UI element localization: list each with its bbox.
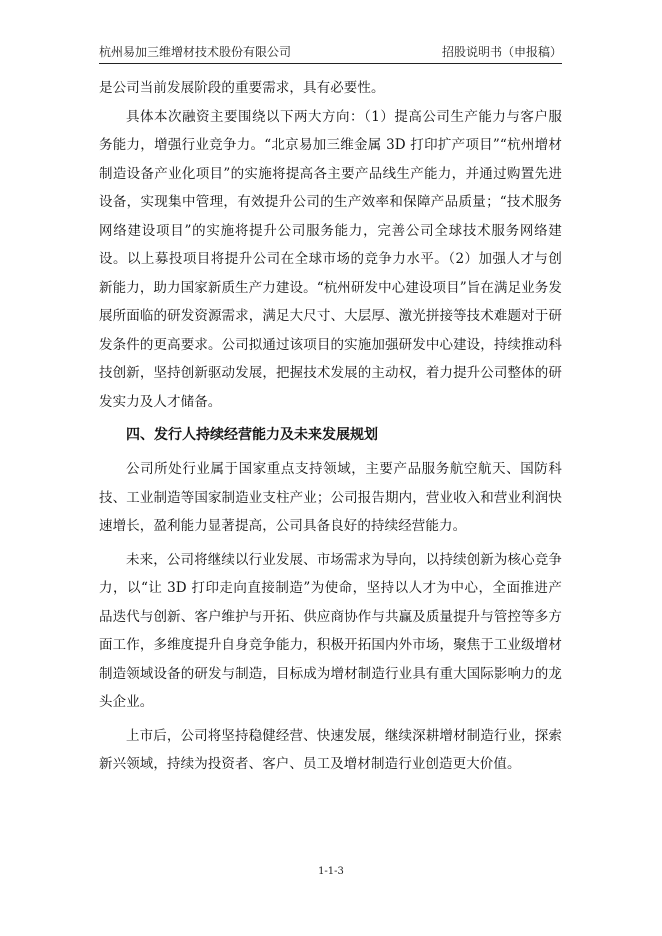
company-name: 杭州易加三维增材技术股份有限公司	[99, 45, 292, 59]
page-number: 1-1-3	[318, 866, 344, 877]
document-type: 招股说明书（申报稿）	[441, 45, 562, 59]
paragraph-continuation: 是公司当前发展阶段的重要需求，具有必要性。	[99, 80, 385, 96]
paragraph-post-listing: 上市后，公司将坚持稳健经营、快速发展，继续深耕增材制造行业，探索新兴领域，持续为投资者、客户、员工及增材制造行业创造更大价值。	[99, 727, 562, 772]
page-header	[99, 41, 562, 63]
paragraph-future-plan: 未来，公司将继续以行业发展、市场需求为导向，以持续创新为核心竞争力，以“让 3D 打印走向直接制造”为使命，坚持以人才为中心，全面推进产品迭代与创新、客户维护与开拓、供应商协作与共赢及质量提升与管控等多方面工作，多维度提升自身竞争能力，积极开拓国内外市场，聚焦于工业级增材制造领域设备的研发与制造，目标成为增材制造行业具有重大国际影响力的龙头企业。	[99, 551, 562, 710]
paragraph-sustainability: 公司所处行业属于国家重点支持领域，主要产品服务航空航天、国防科技、工业制造等国家制造业支柱产业；公司报告期内，营业收入和营业利润快速增长，盈利能力显著提高，公司具备良好的持续经营能力。	[99, 461, 562, 534]
document-body	[99, 74, 562, 779]
header-divider	[99, 63, 562, 64]
section-heading: 四、发行人持续经营能力及未来发展规划	[126, 427, 378, 443]
paragraph-financing-directions: 具体本次融资主要围绕以下两大方向：（1）提高公司生产能力与客户服务能力，增强行业竞争力。“北京易加三维金属 3D 打印扩产项目”“杭州增材制造设备产业化项目”的实施将提高各主要产品线生产能力，并通过购置先进设备，实现集中管理，有效提升公司的生产效率和保障产品质量；“技术服务网络建设项目”的实施将提升公司服务能力，完善公司全球技术服务网络建设。以上募投项目将提升公司在全球市场的竞争力水平。（2）加强人才与创新能力，助力国家新质生产力建设。“杭州研发中心建设项目”旨在满足业务发展所面临的研发资源需求，满足大尺寸、大层厚、激光拼接等技术难题对于研发条件的更高要求。公司拟通过该项目的实施加强研发中心建设，持续推动科技创新，坚持创新驱动发展，把握技术发展的主动权，着力提升公司整体的研发实力及人才储备。	[99, 108, 562, 410]
